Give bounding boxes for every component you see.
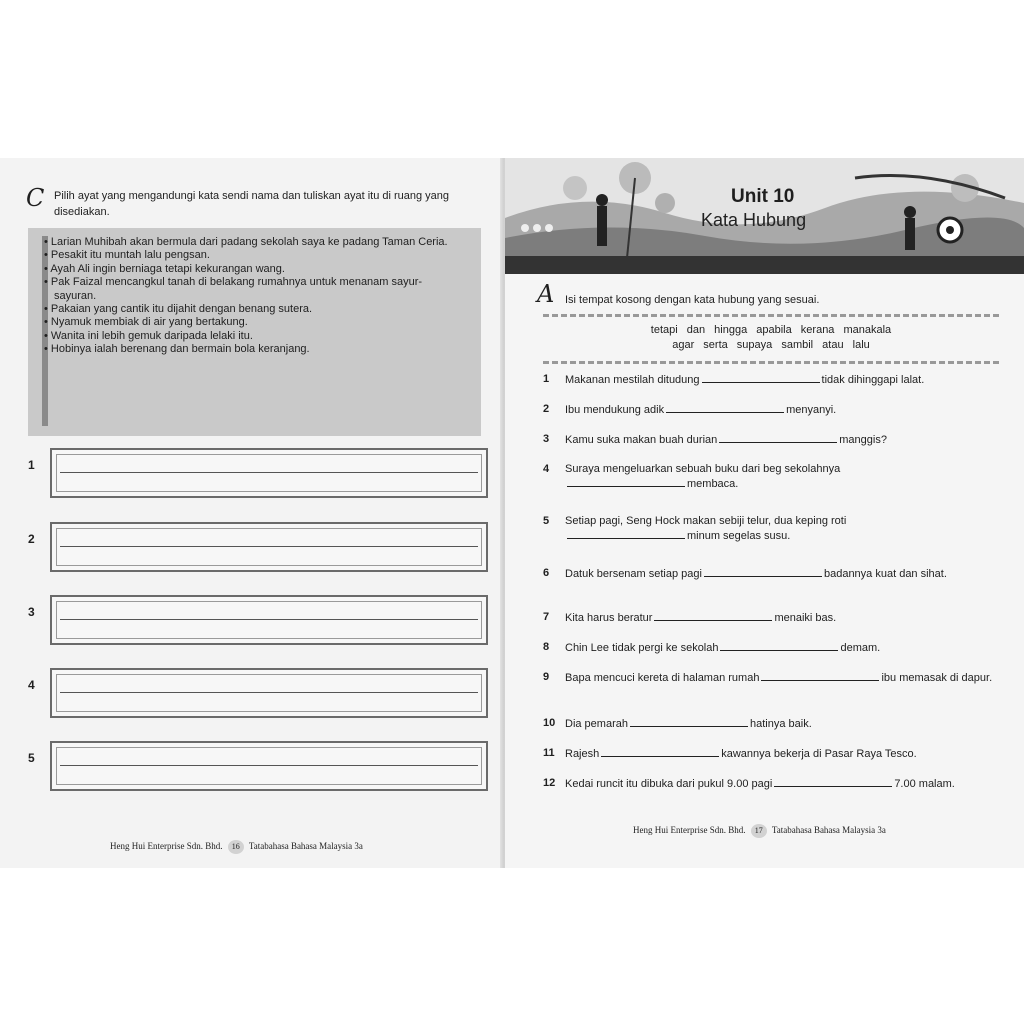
section-c-letter: C	[26, 184, 45, 212]
answer-blank[interactable]	[654, 610, 772, 621]
question-text: Bapa mencuci kereta di halaman rumah	[565, 672, 760, 684]
word-bank-row-1: tetapi dan hingga apabila kerana manakala	[650, 324, 892, 336]
answer-number: 2	[28, 532, 35, 546]
answer-number: 1	[28, 458, 35, 472]
unit-subtitle: Kata Hubung	[701, 210, 807, 230]
question-number: 2	[543, 403, 550, 415]
sentence-item: • Ayah Ali ingin berniaga tetapi kekurangan wang.	[44, 263, 464, 276]
page-number: 17	[751, 824, 767, 838]
right-footer	[633, 824, 886, 838]
answer-box-3[interactable]	[50, 595, 488, 645]
question-text: manggis?	[839, 434, 887, 446]
question-text: menyanyi.	[786, 404, 837, 416]
question-text: Kita harus beratur	[565, 612, 653, 624]
question-text: Setiap pagi, Seng Hock makan sebiji telur, dua keping roti	[565, 515, 847, 527]
question-number: 11	[543, 747, 555, 759]
question-number: 4	[543, 463, 550, 475]
word-bank	[543, 314, 999, 364]
question-number: 7	[543, 611, 550, 623]
left-page	[0, 158, 503, 868]
sentence-item: • Pakaian yang cantik itu dijahit dengan benang sutera.	[44, 303, 464, 316]
answer-blank[interactable]	[719, 432, 837, 443]
word-bank-row-2: agar serta supaya sambil atau lalu	[672, 339, 870, 351]
footer-publisher: Heng Hui Enterprise Sdn. Bhd.	[633, 825, 746, 835]
question-text: Dia pemarah	[565, 718, 628, 730]
question-number: 6	[543, 567, 550, 579]
sentence-item: • Wanita ini lebih gemuk daripada lelaki itu.	[44, 330, 464, 343]
question-text: minum segelas susu.	[687, 530, 791, 542]
answer-box-1[interactable]	[50, 448, 488, 498]
section-a-instruction: Isi tempat kosong dengan kata hubung yang sesuai.	[565, 294, 820, 306]
question-text: kawannya bekerja di Pasar Raya Tesco.	[721, 748, 917, 760]
question-text: Suraya mengeluarkan sebuah buku dari beg sekolahnya	[565, 463, 841, 475]
sentence-item: • Larian Muhibah akan bermula dari padang sekolah saya ke padang Taman Ceria.	[44, 236, 464, 249]
question-number: 3	[543, 433, 550, 445]
question-text: membaca.	[687, 478, 739, 490]
page-number: 16	[228, 840, 244, 854]
sentence-item: • Nyamuk membiak di air yang bertakung.	[44, 316, 464, 329]
question-text: Chin Lee tidak pergi ke sekolah	[565, 642, 719, 654]
question-number: 1	[543, 373, 550, 385]
answer-blank[interactable]	[666, 402, 784, 413]
question-text: badannya kuat dan sihat.	[823, 568, 947, 580]
unit-title: Unit 10	[731, 186, 795, 207]
question-number: 10	[543, 717, 556, 729]
answer-blank[interactable]	[761, 670, 879, 681]
question-text: Datuk bersenam setiap pagi	[565, 568, 702, 580]
answer-blank[interactable]	[774, 776, 892, 787]
answer-number: 5	[28, 751, 35, 765]
answer-box-4[interactable]	[50, 668, 488, 718]
workbook-spread	[0, 158, 1024, 868]
answer-box-2[interactable]	[50, 522, 488, 572]
question-text: demam.	[840, 642, 881, 654]
question-text: Ibu mendukung adik	[565, 404, 665, 416]
question-text: Makanan mestilah ditudung	[565, 374, 700, 386]
question-text: tidak dihinggapi lalat.	[821, 374, 925, 386]
sentence-item: • Pak Faizal mencangkul tanah di belakang rumahnya untuk menanam sayur-sayuran.	[44, 276, 464, 303]
question-text: menaiki bas.	[774, 612, 837, 624]
question-text: hatinya baik.	[749, 718, 812, 730]
question-text: Kedai runcit itu dibuka dari pukul 9.00 pagi	[565, 778, 773, 790]
question-number: 5	[543, 515, 550, 527]
question-text: Rajesh	[565, 748, 600, 760]
question-number: 12	[543, 777, 556, 789]
answer-blank[interactable]	[704, 566, 822, 577]
answer-blank[interactable]	[567, 476, 685, 487]
right-page	[505, 158, 1024, 868]
answer-blank[interactable]	[601, 746, 719, 757]
unit-banner	[505, 158, 1024, 274]
answer-blank[interactable]	[567, 528, 685, 539]
answer-number: 4	[28, 678, 35, 692]
question-text: Kamu suka makan buah durian	[565, 434, 718, 446]
question-text: ibu memasak di dapur.	[881, 672, 993, 684]
section-a-letter: A	[537, 280, 555, 308]
footer-book-title: Tatabahasa Bahasa Malaysia 3a	[248, 841, 363, 851]
footer-book-title: Tatabahasa Bahasa Malaysia 3a	[771, 825, 886, 835]
sentence-item: • Hobinya ialah berenang dan bermain bola keranjang.	[44, 343, 464, 356]
answer-number: 3	[28, 605, 35, 619]
question-number: 9	[543, 671, 550, 683]
answer-blank[interactable]	[702, 372, 820, 383]
sentence-item: • Pesakit itu muntah lalu pengsan.	[44, 249, 464, 262]
answer-blank[interactable]	[630, 716, 748, 727]
footer-publisher: Heng Hui Enterprise Sdn. Bhd.	[110, 841, 223, 851]
answer-blank[interactable]	[720, 640, 838, 651]
question-number: 8	[543, 641, 550, 653]
left-footer	[110, 840, 363, 854]
section-c-instruction: Pilih ayat yang mengandungi kata sendi nama dan tuliskan ayat itu di ruang yang disediakan.	[54, 190, 450, 218]
answer-box-5[interactable]	[50, 741, 488, 791]
sentence-list	[44, 236, 464, 357]
question-text: 7.00 malam.	[894, 778, 955, 790]
